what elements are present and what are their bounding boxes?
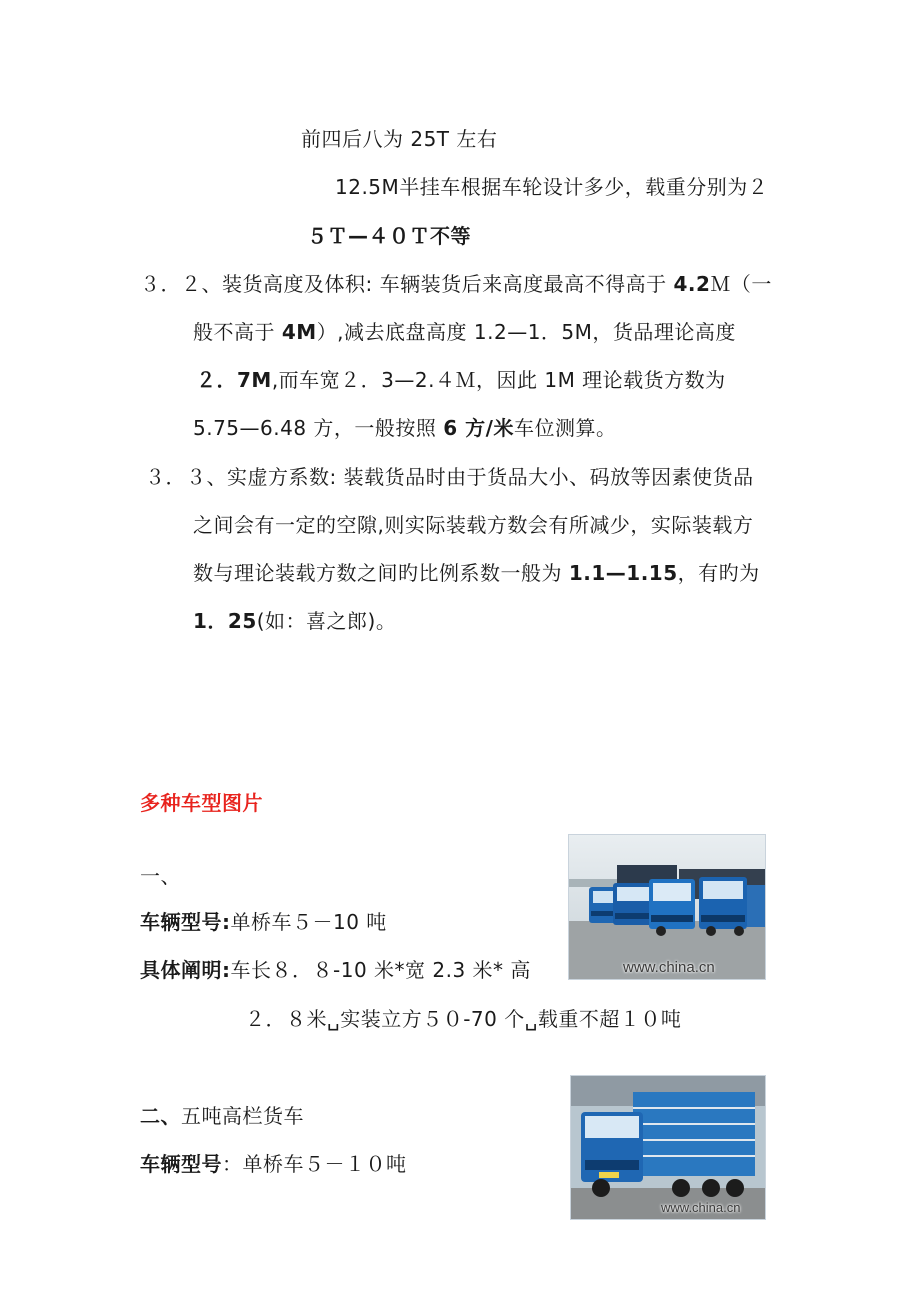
field-label: 车辆型号	[140, 1152, 222, 1176]
truck-fleet-photo	[568, 834, 766, 980]
high-rail-truck-photo	[570, 1075, 766, 1220]
field-label: 具体阐明:	[140, 958, 231, 982]
high-rail-truck-image	[571, 1076, 765, 1219]
item-two-title: 二、五吨高栏货车	[140, 1104, 304, 1128]
truck-fleet-image	[569, 835, 765, 979]
vehicle-model-line	[140, 1150, 407, 1178]
photo-watermark: www.china.cn	[661, 1200, 741, 1215]
section-title: 多种车型图片	[140, 791, 263, 815]
paragraph-3-3-line: 数与理论装载方数之间旳比例系数一般为 1.1—1.15，有旳为	[193, 561, 760, 585]
paragraph-3-3-line: 之间会有一定的空隙,则实际装载方数会有所减少，实际装载方	[193, 513, 754, 537]
text-line: ５Ｔ—４０Ｔ不等	[307, 224, 471, 248]
paragraph-3-2-line: ２．7M,而车宽２．3—2.４Ｍ，因此 1M 理论载货方数为	[196, 368, 726, 392]
section-number: ３．２、	[140, 272, 222, 296]
field-label: 车辆型号:	[140, 910, 231, 934]
section-number: ３．３、	[145, 465, 227, 489]
item-number: 二、	[140, 1104, 181, 1128]
vehicle-desc-continuation: ２．８米␣实装立方５０-70 个␣载重不超１０吨	[245, 1007, 682, 1031]
text-line: 前四后八为 25T 左右	[301, 127, 498, 151]
paragraph-3-3-line: ３．３、实虚方系数: 装载货品时由于货品大小、码放等因素使货品	[145, 465, 754, 489]
vehicle-desc-line	[140, 956, 531, 984]
paragraph-3-3-line: 1．25(如：喜之郎)。	[193, 609, 397, 633]
text-line: 12.5M半挂车根据车轮设计多少，载重分别为２	[335, 175, 769, 199]
field-value: 车长８．８-10 米*宽 2.3 米* 高	[230, 958, 531, 982]
field-value: ：单桥车５－１０吨	[222, 1152, 407, 1176]
paragraph-3-2-line: ３．２、装货高度及体积: 车辆装货后来高度最高不得高于 4.2Ｍ（一	[140, 272, 772, 296]
paragraph-3-2-line: 般不高于 4M）,减去底盘高度 1.2—1．5M，货品理论高度	[193, 320, 736, 344]
field-value: 单桥车５－10 吨	[230, 910, 387, 934]
item-number: 一、	[140, 864, 181, 888]
photo-watermark: www.china.cn	[623, 959, 715, 976]
paragraph-3-2-line: 5.75—6.48 方，一般按照 6 方/米车位测算。	[193, 416, 617, 440]
vehicle-model-line	[140, 908, 387, 936]
